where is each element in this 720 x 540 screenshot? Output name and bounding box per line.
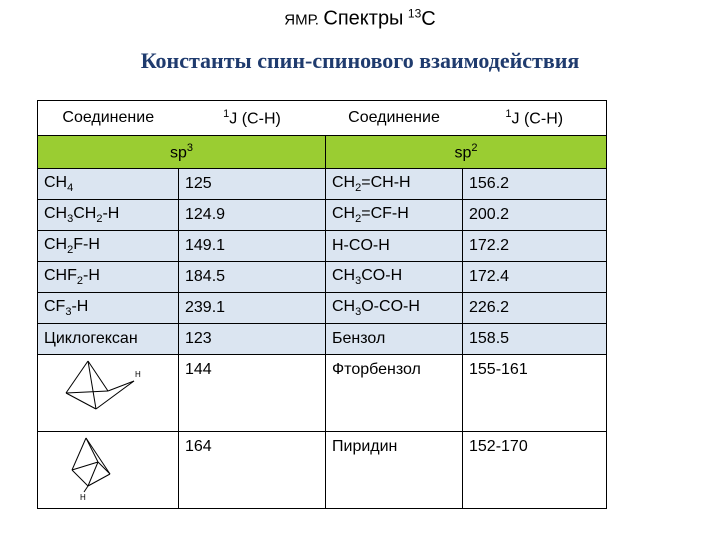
sp3-compound: $CH_4$ — [38, 169, 179, 200]
bond-line — [96, 381, 134, 409]
sp2-j-value: 156.2 — [463, 169, 607, 200]
bond-line — [88, 462, 98, 486]
hybrid-sp3: $sp^3$ — [38, 136, 326, 169]
bond-line — [108, 381, 134, 391]
table-row — [38, 169, 607, 200]
bond-line — [84, 486, 88, 492]
bond-line — [86, 438, 110, 474]
header-row — [38, 101, 607, 136]
bond-line — [72, 438, 86, 470]
table-row — [38, 432, 607, 509]
bond-line — [66, 393, 96, 409]
sp2-compound: Пиридин — [326, 432, 463, 509]
table-row — [38, 200, 607, 231]
sp3-j-value: 124.9 — [179, 200, 326, 231]
sp3-j-value: 239.1 — [179, 293, 326, 324]
sp3-compound: $CF_3-H$ — [38, 293, 179, 324]
table-row — [38, 231, 607, 262]
bond-line — [72, 470, 88, 486]
sp2-j-value: 155-161 — [463, 355, 607, 432]
bond-line — [88, 474, 110, 486]
sp3-compound: $CHF_2-H$ — [38, 262, 179, 293]
sp2-compound: $CH_2=CF-H$ — [326, 200, 463, 231]
sp3-compound: Циклогексан — [38, 324, 179, 355]
header-j-left: $^1$J (C-H) — [179, 101, 326, 136]
sp3-j-value: 184.5 — [179, 262, 326, 293]
sp2-j-value: 226.2 — [463, 293, 607, 324]
bond-line — [66, 361, 88, 393]
bond-line — [98, 462, 110, 474]
title-isotope: $^{13}$С — [407, 6, 436, 30]
sp3-j-value: 164 — [179, 432, 326, 509]
title-word: Спектры — [323, 7, 404, 30]
atom-label: H — [80, 493, 86, 502]
table-row — [38, 262, 607, 293]
structure-drawing-1 — [38, 355, 179, 432]
molecule-structure-icon — [38, 355, 179, 425]
sp2-j-value: 172.2 — [463, 231, 607, 262]
bond-line — [72, 462, 98, 470]
sp3-compound: $CH_2F-H$ — [38, 231, 179, 262]
sp2-j-value: 172.4 — [463, 262, 607, 293]
sp2-j-value: 200.2 — [463, 200, 607, 231]
sp2-j-value: 152-170 — [463, 432, 607, 509]
sp2-compound: Бензол — [326, 324, 463, 355]
sp2-compound: H-CO-H — [326, 231, 463, 262]
structure-drawing-2 — [38, 432, 179, 509]
sp2-compound: Фторбензол — [326, 355, 463, 432]
header-compound-left: Соединение — [38, 101, 179, 136]
header-compound-right: Соединение — [326, 101, 463, 136]
slide-title — [0, 6, 720, 31]
atom-label: H — [135, 370, 141, 379]
hybridization-row — [38, 136, 607, 169]
table-row — [38, 293, 607, 324]
sp3-j-value: 149.1 — [179, 231, 326, 262]
sp2-compound: $CH_3O-CO-H$ — [326, 293, 463, 324]
hybrid-sp2: $sp^2$ — [326, 136, 607, 169]
title-prefix: ЯМР. — [284, 11, 319, 29]
table-row — [38, 355, 607, 432]
sp2-compound: $CH_2=CH-H$ — [326, 169, 463, 200]
coupling-constants-table — [37, 100, 607, 509]
table-row — [38, 324, 607, 355]
sp3-compound: $CH_3CH_2-H$ — [38, 200, 179, 231]
header-j-right: $^1$J (C-H) — [463, 101, 607, 136]
sp3-j-value: 123 — [179, 324, 326, 355]
subtitle: Константы спин-спинового взаимодействия — [140, 48, 580, 73]
bond-line — [88, 361, 96, 409]
sp2-compound: $CH_3CO-H$ — [326, 262, 463, 293]
molecule-structure-icon — [38, 432, 179, 502]
sp2-j-value: 158.5 — [463, 324, 607, 355]
sp3-j-value: 125 — [179, 169, 326, 200]
sp3-j-value: 144 — [179, 355, 326, 432]
bond-line — [66, 391, 108, 393]
